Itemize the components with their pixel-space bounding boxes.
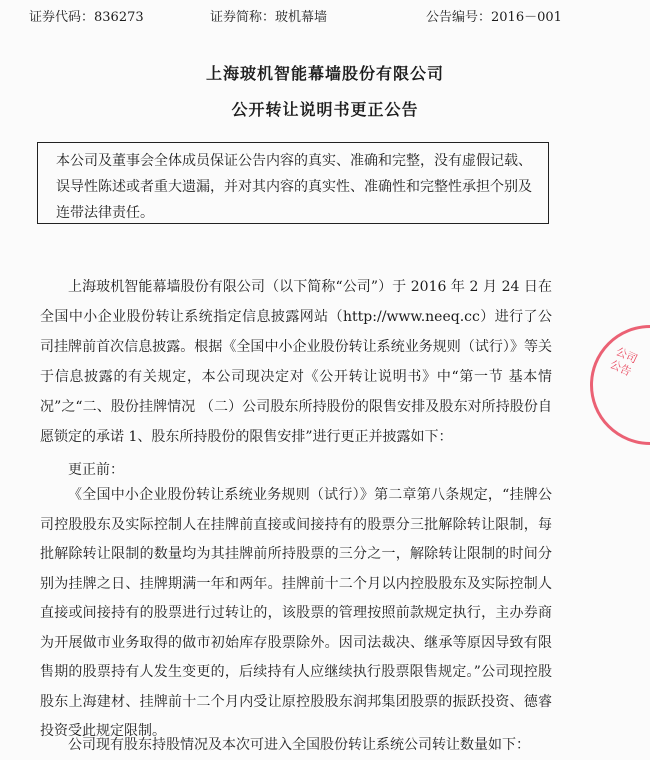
- disclaimer-box: 本公司及董事会全体成员保证公告内容的真实、准确和完整，没有虚假记载、误导性陈述或者重大遗漏，并对其内容的真实性、准确性和完整性承担个别及连带法律责任。: [37, 142, 549, 224]
- body-paragraph-holdings: 公司现有股东持股情况及本次可进入全国股份转让系统公司转让数量如下：: [68, 737, 530, 753]
- announcement-number: 公告编号：2016－001: [426, 10, 562, 25]
- company-seal-stamp: [590, 325, 650, 445]
- company-title: 上海玻机智能幕墙股份有限公司: [205, 64, 444, 83]
- company-seal-stamp-text: 公司公告: [607, 344, 640, 379]
- security-code: 证券代码：836273: [29, 10, 144, 25]
- security-abbreviation: 证券简称：玻机幕墙: [210, 10, 328, 25]
- body-paragraph-intro: 上海玻机智能幕墙股份有限公司（以下简称“公司”）于 2016 年 2 月 24 日在全国中小企业股份转让系统指定信息披露网站（http://www.neeq.cc）进行了公司挂牌前首次信息披露。根据《全国中小企业股份转让系统业务规则（试行）》等关于信息披露的有关规定，本公司现决定对《公开转让说明书》中“第一节 基本情况”之“二、股份挂牌情况 （二）公司股东所持股份的限售安排及股东对所持股份自愿锁定的承诺 1、股东所持股份的限售安排”进行更正并披露如下：: [40, 279, 552, 445]
- notice-title: 公开转让说明书更正公告: [231, 100, 419, 119]
- before-correction-label: 更正前：: [68, 462, 124, 478]
- body-paragraph-rules: 《全国中小企业股份转让系统业务规则（试行）》第二章第八条规定，“挂牌公司控股股东及实际控制人在挂牌前直接或间接持有的股票分三批解除转让限制，每批解除转让限制的数量均为其挂牌前所持股票的三分之一，解除转让限制的时间分别为挂牌之日、挂牌期满一年和两年。挂牌前十二个月以内控股股东及实际控制人直接或间接持有的股票进行过转让的，该股票的管理按照前款规定执行，主办券商为开展做市业务取得的做市初始库存股票除外。因司法裁决、继承等原因导致有限售期的股票持有人发生变更的，后续持有人应继续执行股票限售规定。”公司现控股股东上海建材、挂牌前十二个月内受让原控股股东润邦集团股票的振跃投资、德睿投资受此规定限制。: [40, 487, 552, 739]
